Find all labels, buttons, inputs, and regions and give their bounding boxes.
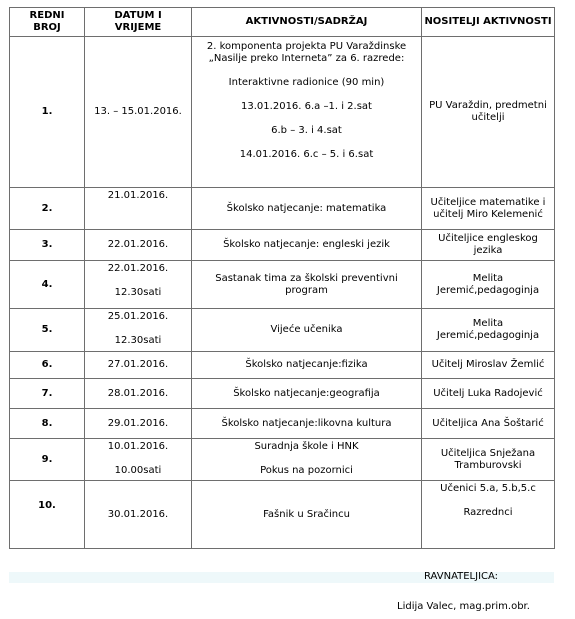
row-activity <box>192 188 422 230</box>
row-number: 5. <box>10 309 85 352</box>
holder-line: Učiteljice engleskog jezika <box>438 233 538 256</box>
row-activity <box>192 37 422 188</box>
header-row <box>10 8 555 37</box>
holder-line: Razrednci <box>463 507 513 518</box>
row-date-text: 22.01.2016. <box>107 263 169 274</box>
row-number: 8. <box>10 409 85 439</box>
table-row <box>10 481 555 549</box>
row-time-text: 12.30sati <box>114 287 162 298</box>
activity-line <box>194 89 419 101</box>
table-row <box>10 352 555 379</box>
row-date <box>85 261 192 309</box>
table-row <box>10 379 555 409</box>
row-date-text: 29.01.2016. <box>107 417 169 429</box>
activity-line: Školsko natjecanje: engleski jezik <box>223 239 390 250</box>
table-row <box>10 261 555 309</box>
table-row <box>10 309 555 352</box>
row-activity <box>192 481 422 549</box>
header-holders: NOSITELJI AKTIVNOSTI <box>422 8 555 37</box>
row-holders <box>422 37 555 188</box>
activity-line: 13.01.2016. 6.a –1. i 2.sat <box>241 101 372 112</box>
table-row <box>10 37 555 188</box>
activity-line: 6.b – 3. i 4.sat <box>271 125 342 136</box>
activity-line <box>194 137 419 149</box>
row-number: 3. <box>10 230 85 261</box>
holder-line: Učitelj Luka Radojević <box>433 387 543 399</box>
row-date <box>85 439 192 481</box>
activity-line <box>194 113 419 125</box>
row-holders <box>422 439 555 481</box>
activity-line: Fašnik u Sračincu <box>263 508 350 520</box>
row-activity <box>192 261 422 309</box>
activity-line: program <box>285 284 328 296</box>
row-date <box>85 481 192 549</box>
row-date <box>85 409 192 439</box>
row-number: 10. <box>10 481 85 549</box>
row-time-text: 12.30sati <box>114 335 162 346</box>
row-number: 1. <box>10 37 85 188</box>
holder-line: Melita Jeremić,pedagoginja <box>436 318 540 341</box>
row-date <box>85 352 192 379</box>
activity-line: Sastanak tima za školski preventivni <box>215 272 398 284</box>
holder-line: učitelj Miro Kelemenić <box>433 208 543 220</box>
row-holders <box>422 230 555 261</box>
header-num: REDNI BROJ <box>10 8 85 37</box>
row-date <box>85 188 192 230</box>
holder-line: Tramburovski <box>454 459 522 471</box>
activity-line: Školsko natjecanje:fizika <box>245 359 368 370</box>
row-activity <box>192 379 422 409</box>
table-row <box>10 230 555 261</box>
row-date <box>85 37 192 188</box>
holder-line <box>424 495 552 507</box>
row-date <box>85 309 192 352</box>
principal-name: Lidija Valec, mag.prim.obr. <box>397 601 530 612</box>
table-row <box>10 188 555 230</box>
activity-line: Školsko natjecanje:geografija <box>233 387 380 399</box>
holder-line: Učiteljica Snježana <box>440 447 536 459</box>
activity-line <box>194 65 419 77</box>
activity-line: 14.01.2016. 6.c – 5. i 6.sat <box>239 149 374 160</box>
row-time-text: 10.00sati <box>114 465 162 476</box>
row-holders <box>422 188 555 230</box>
principal-title: RAVNATELJICA: <box>424 571 499 582</box>
row-number: 4. <box>10 261 85 309</box>
row-date-text: 22.01.2016. <box>107 239 169 250</box>
holder-line: PU Varaždin, predmetni <box>429 100 547 111</box>
activity-line: Suradnja škole i HNK <box>254 441 359 452</box>
row-date-text: 10.01.2016. <box>107 441 169 452</box>
holder-line: Učiteljice matematike i <box>430 196 546 208</box>
row-date-text: 30.01.2016. <box>107 508 169 520</box>
row-activity <box>192 439 422 481</box>
schedule-table <box>9 7 555 549</box>
holder-line: Učitelj Miroslav Žemlić <box>431 359 545 370</box>
row-date <box>85 230 192 261</box>
row-date-text: 13. – 15.01.2016. <box>94 106 182 117</box>
activity-line <box>194 453 419 465</box>
row-holders <box>422 309 555 352</box>
row-holders <box>422 481 555 549</box>
row-activity <box>192 409 422 439</box>
holder-line: Učenici 5.a, 5.b,5.c <box>440 483 536 494</box>
activity-line: 2. komponenta projekta PU Varaždinske <box>206 41 407 52</box>
activity-line: Školsko natjecanje:likovna kultura <box>221 417 392 429</box>
table-row <box>10 439 555 481</box>
row-date <box>85 379 192 409</box>
activity-line: Školsko natjecanje: matematika <box>226 202 387 214</box>
activity-line: Vijeće učenika <box>270 324 343 335</box>
row-holders <box>422 379 555 409</box>
row-date-text: 25.01.2016. <box>107 311 169 322</box>
row-holders <box>422 409 555 439</box>
row-activity <box>192 230 422 261</box>
activity-line: „Nasilje preko Interneta” za 6. razrede: <box>208 53 405 64</box>
row-number: 7. <box>10 379 85 409</box>
header-date: DATUM I VRIJEME <box>85 8 192 37</box>
table-row <box>10 409 555 439</box>
row-number: 9. <box>10 439 85 481</box>
header-activity: AKTIVNOSTI/SADRŽAJ <box>192 8 422 37</box>
row-date-text: 28.01.2016. <box>107 387 169 399</box>
row-number: 6. <box>10 352 85 379</box>
holder-line: Melita Jeremić,pedagoginja <box>436 272 540 296</box>
row-activity <box>192 309 422 352</box>
row-activity <box>192 352 422 379</box>
row-date-text: 21.01.2016. <box>107 190 169 201</box>
holder-line: učitelji <box>471 112 505 123</box>
row-date-text: 27.01.2016. <box>107 359 169 370</box>
row-holders <box>422 261 555 309</box>
row-holders <box>422 352 555 379</box>
activity-line: Pokus na pozornici <box>260 465 353 476</box>
holder-line: Učiteljica Ana Šoštarić <box>432 417 544 429</box>
activity-line: Interaktivne radionice (90 min) <box>228 77 385 88</box>
row-number: 2. <box>10 188 85 230</box>
